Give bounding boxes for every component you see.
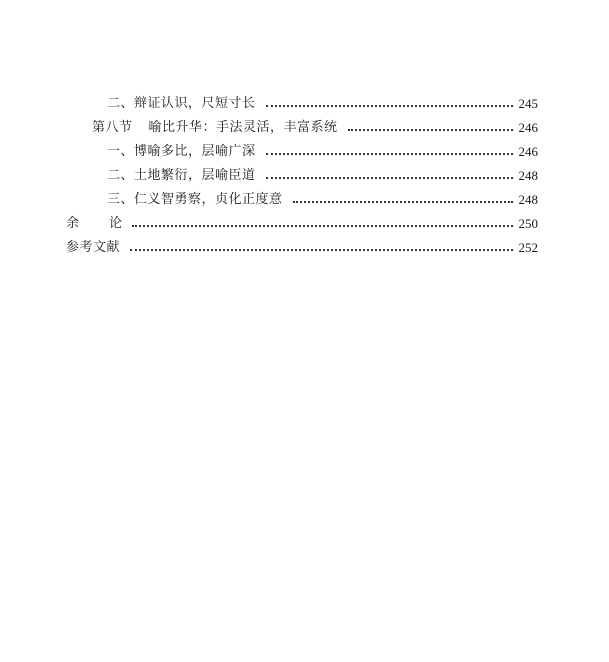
dot-leader	[266, 165, 513, 187]
toc-entry[interactable]	[107, 165, 538, 187]
toc-chapter-entry[interactable]	[66, 237, 538, 259]
dot-leader	[266, 93, 513, 115]
toc-entry-page: 248	[518, 192, 538, 207]
toc-entry-page: 245	[518, 96, 538, 111]
toc-entry[interactable]	[107, 93, 538, 115]
toc-entry-title: 参考文献	[66, 240, 121, 255]
toc-entry-title: 二、辩证认识，尺短寸长	[107, 96, 256, 111]
dot-leader	[266, 141, 513, 163]
dot-leader	[130, 237, 512, 259]
dot-leader	[293, 189, 513, 211]
toc-section-entry[interactable]	[92, 117, 538, 139]
toc-entry-title	[92, 117, 338, 139]
section-number: 第八节	[92, 120, 133, 135]
dot-leader	[348, 117, 513, 139]
toc-entry-page: 246	[518, 120, 538, 135]
toc-entry-page: 250	[518, 216, 538, 231]
title-char-1: 余	[66, 216, 80, 231]
section-title: 喻比升华：手法灵活，丰富系统	[148, 120, 338, 135]
toc-entry-title: 三、仁义智勇察，贞化正度意	[107, 192, 283, 207]
title-char-2: 论	[109, 216, 123, 231]
toc-chapter-entry[interactable]	[66, 213, 538, 235]
toc-entry-page: 246	[518, 144, 538, 159]
toc-entry-title: 一、博喻多比，层喻广深	[107, 144, 256, 159]
toc-entry[interactable]	[107, 189, 538, 211]
toc-entry-page: 248	[518, 168, 538, 183]
toc-entry-title	[66, 213, 122, 235]
toc-entry[interactable]	[107, 141, 538, 163]
toc-entry-title: 二、土地繁衍，层喻臣道	[107, 168, 256, 183]
dot-leader	[132, 213, 512, 235]
toc-entry-page: 252	[518, 240, 538, 255]
